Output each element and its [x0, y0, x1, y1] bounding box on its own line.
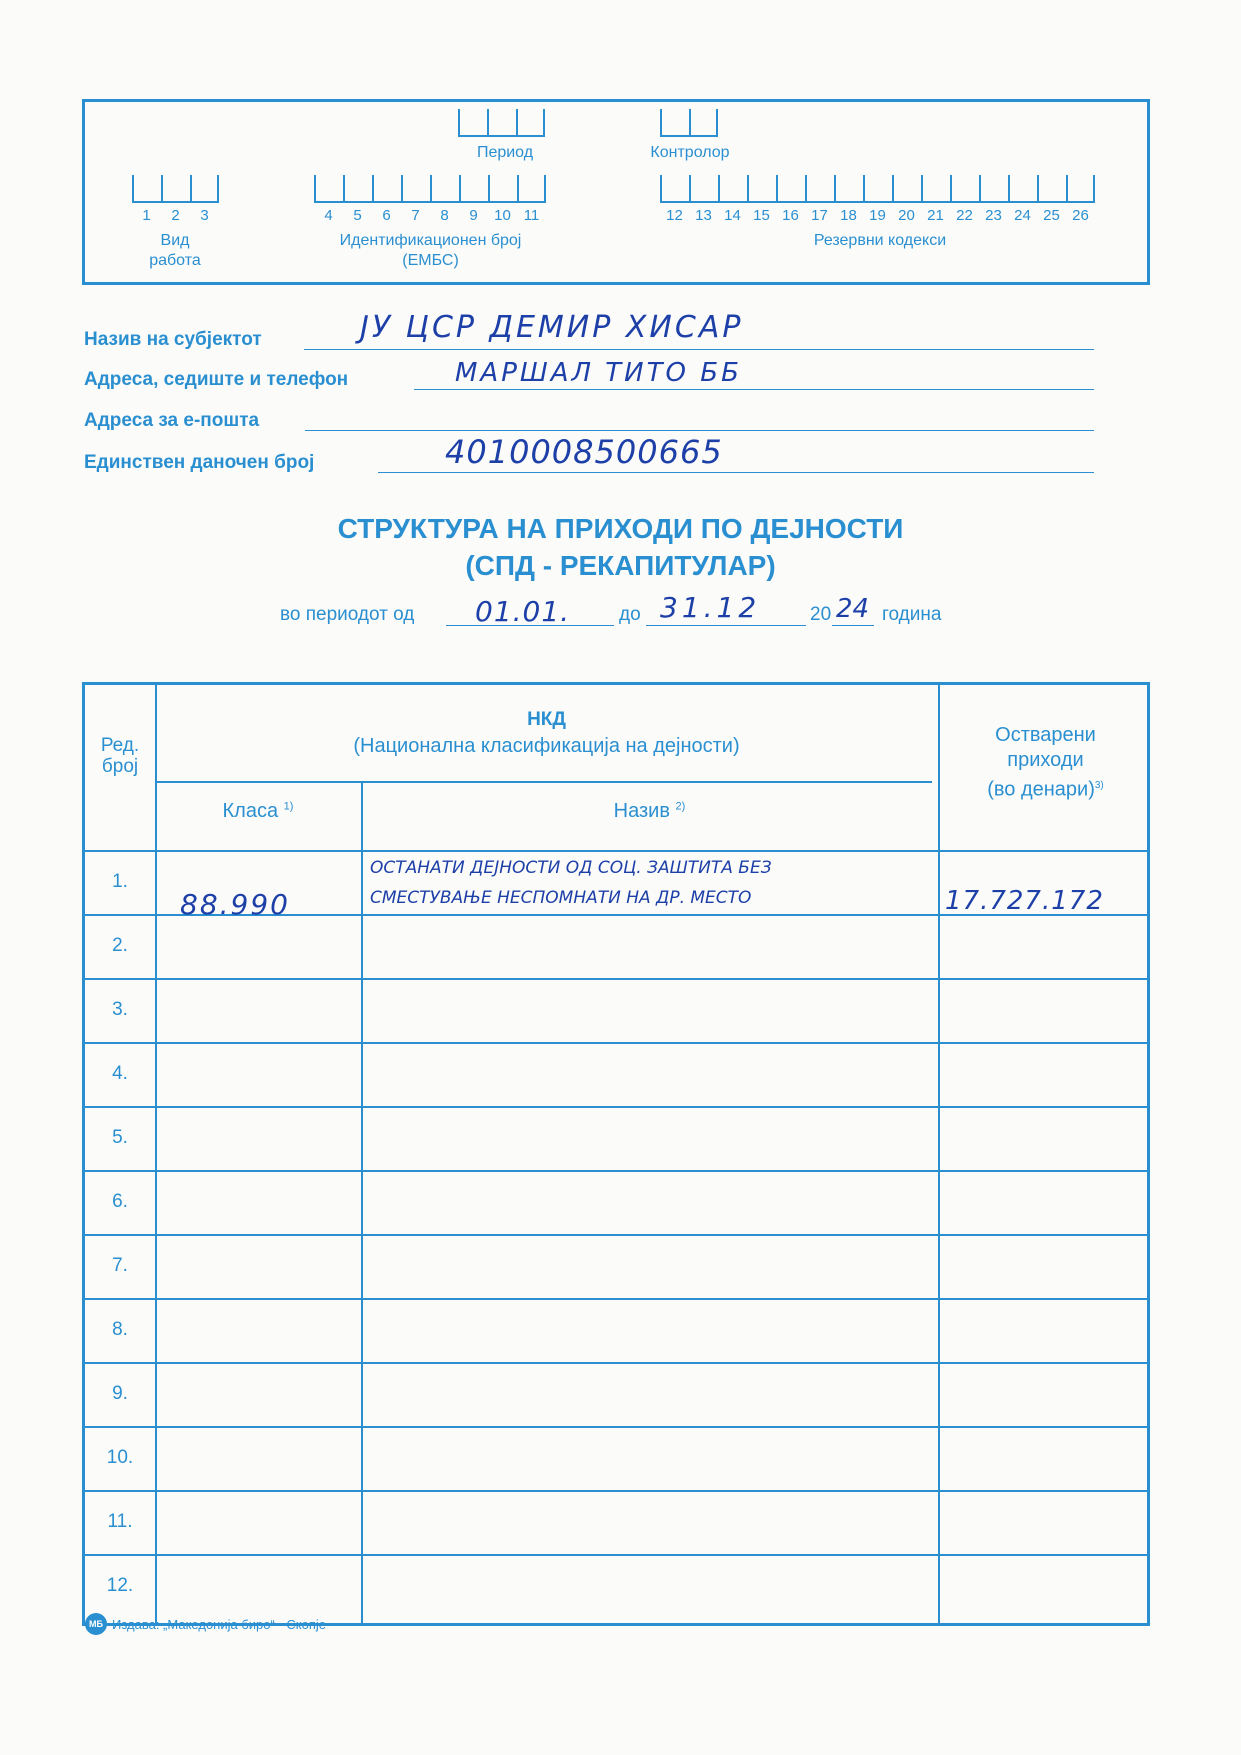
- row-number: 7.: [112, 1255, 128, 1276]
- period-year-line: [832, 624, 874, 626]
- email-line: [305, 429, 1094, 431]
- row-1-revenue-value[interactable]: 17.727.172: [945, 886, 1104, 916]
- tax-number-label: Единствен даночен број: [84, 452, 315, 473]
- reserve-code-numbers: 12 13 14 15 16 17 18 19 20 21 22 23 24 25 26: [666, 207, 1089, 224]
- activities-table: [82, 682, 1150, 1626]
- reserve-code-label: Резервни кодекси: [813, 232, 947, 249]
- email-label: Адреса за е-пошта: [84, 410, 260, 431]
- publisher-text: Издава: „Македонија биро“ - Скопје: [112, 1616, 327, 1632]
- work-type-cells[interactable]: [132, 175, 219, 203]
- controller-label: Контролор: [650, 144, 730, 161]
- col-header-class: Класа $^{1)}$: [222, 800, 294, 822]
- address-line: [414, 388, 1094, 390]
- controller-cells[interactable]: [660, 109, 718, 137]
- row-number: 4.: [112, 1063, 128, 1084]
- id-number-label: Идентификационен број (ЕМБС): [339, 232, 522, 269]
- row-number: 5.: [112, 1127, 128, 1148]
- col-header-nkd-sub: (Национална класификација на дејности): [353, 735, 740, 757]
- col-header-nkd: НКД: [527, 709, 566, 730]
- period-year-label: година: [882, 604, 942, 625]
- period-year-prefix: 20: [810, 604, 832, 625]
- publisher-footer: [85, 1613, 326, 1635]
- subject-name-label: Назив на субјектот: [84, 329, 262, 350]
- period-year-value[interactable]: 24: [836, 594, 870, 624]
- subject-name-line: [304, 348, 1094, 350]
- tax-number-value[interactable]: 4010008500665: [445, 433, 723, 471]
- row-1-name-value[interactable]: ОСТАНАТИ ДЕЈНОСТИ ОД СОЦ. ЗАШТИТА БЕЗ СМЕСТУВАЊЕ НЕСПОМНАТИ НА ДР. МЕСТО: [370, 858, 772, 908]
- work-type-numbers: 1 2 3: [142, 207, 209, 224]
- id-number-cells[interactable]: [314, 175, 546, 203]
- period-to-label: до: [619, 604, 641, 625]
- address-value[interactable]: МАРШАЛ ТИТО ББ: [455, 358, 742, 388]
- row-number: 10.: [106, 1447, 134, 1468]
- row-number: 3.: [112, 999, 128, 1020]
- period-from-value[interactable]: 01.01.: [475, 595, 571, 628]
- row-1-class-value[interactable]: 88.990: [180, 888, 290, 921]
- period-prefix: во периодот од: [280, 604, 415, 625]
- row-number: 1.: [112, 871, 128, 892]
- row-number: 2.: [112, 935, 128, 956]
- tax-number-line: [378, 471, 1094, 473]
- row-number: 8.: [112, 1319, 128, 1340]
- period-label: Период: [476, 144, 534, 161]
- period-to-line: [646, 624, 806, 626]
- publisher-logo: МБ: [85, 1613, 107, 1635]
- reserve-code-cells[interactable]: [660, 175, 1095, 203]
- row-number: 9.: [112, 1383, 128, 1404]
- subject-name-value[interactable]: ЈУ ЦСР ДЕМИР ХИСАР: [360, 310, 744, 345]
- header-codes-box: [82, 99, 1150, 285]
- row-number: 12.: [106, 1575, 134, 1596]
- row-number: 6.: [112, 1191, 128, 1212]
- address-label: Адреса, седиште и телефон: [84, 369, 349, 390]
- period-cells[interactable]: [458, 109, 545, 137]
- row-number: 11.: [107, 1511, 133, 1532]
- form-title: СТРУКТУРА НА ПРИХОДИ ПО ДЕЈНОСТИ: [337, 513, 904, 544]
- col-header-name: Назив $^{2)}$: [613, 800, 686, 822]
- period-to-value[interactable]: 31.12: [660, 591, 761, 624]
- work-type-label: Вид работа: [149, 232, 201, 269]
- id-number-numbers: 4 5 6 7 8 9 10 11: [324, 207, 540, 224]
- col-header-row-number: Ред. број: [100, 735, 140, 777]
- form-subtitle: (СПД - РЕКАПИТУЛАР): [465, 550, 776, 581]
- col-header-revenue: Остварени приходи (во денари)$^{3)}$: [987, 724, 1104, 801]
